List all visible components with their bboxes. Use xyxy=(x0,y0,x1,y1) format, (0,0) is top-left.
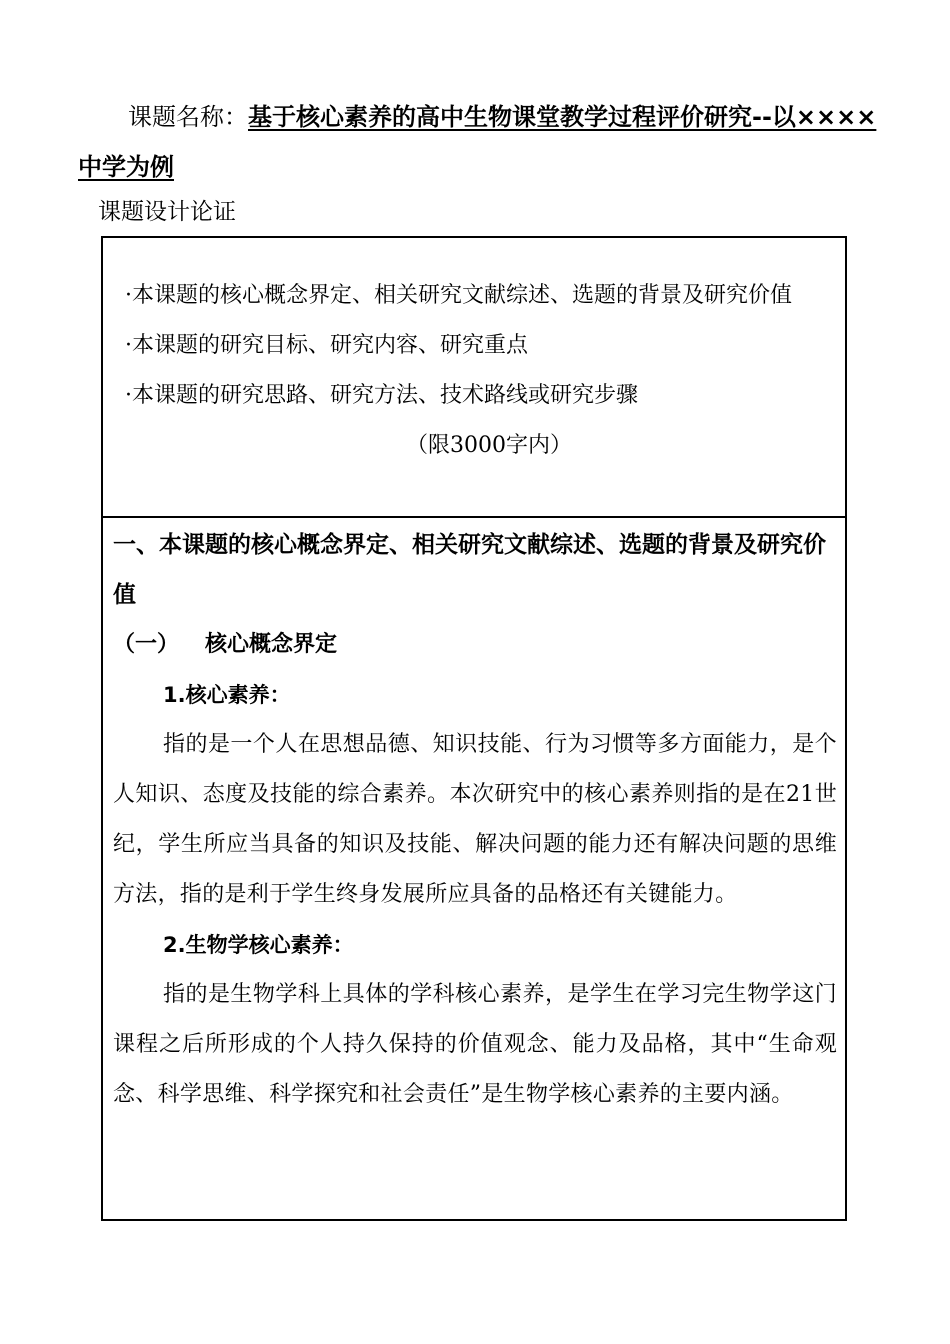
requirement-item: ·本课题的研究目标、研究内容、研究重点 xyxy=(125,333,528,358)
paragraph-biology-literacy: 指的是生物学科上具体的学科核心素养，是学生在学习完生物学这门课程之后所形成的个人持久保持的价值观念、能力及品格，其中“生命观念、科学思维、科学探究和社会责任”是生物学核心素养的主要内涵。 xyxy=(113,982,837,1107)
section-heading: 一、本课题的核心概念界定、相关研究文献综述、选题的背景及研究价值 xyxy=(113,532,826,608)
document-title xyxy=(78,92,890,192)
content-area xyxy=(103,518,845,1120)
item-heading-core-literacy: 1.核心素养： xyxy=(163,683,291,707)
title-value: 基于核心素养的高中生物课堂教学过程评价研究--以××××中学为例 xyxy=(78,103,877,181)
section-label: 课题设计论证 xyxy=(98,199,236,225)
item-heading-biology-literacy: 2.生物学核心素养： xyxy=(163,933,354,957)
requirement-item: ·本课题的研究思路、研究方法、技术路线或研究步骤 xyxy=(125,383,638,408)
subsection-number: （一） xyxy=(113,632,180,657)
subsection-heading xyxy=(113,620,837,670)
requirements-box xyxy=(103,238,845,518)
paragraph-core-literacy: 指的是一个人在思想品德、知识技能、行为习惯等多方面能力，是个人知识、态度及技能的综合素养。本次研究中的核心素养则指的是在21世纪，学生所应当具备的知识及技能、解决问题的能力还有解决问题的思维方法，指的是利于学生终身发展所应具备的品格还有关键能力。 xyxy=(113,732,837,907)
word-limit-note: （限3000字内） xyxy=(406,433,572,458)
title-label: 课题名称： xyxy=(128,103,248,131)
requirement-item: ·本课题的核心概念界定、相关研究文献综述、选题的背景及研究价值 xyxy=(125,283,792,308)
design-argument-table xyxy=(101,236,847,1221)
subsection-title: 核心概念界定 xyxy=(205,632,338,657)
